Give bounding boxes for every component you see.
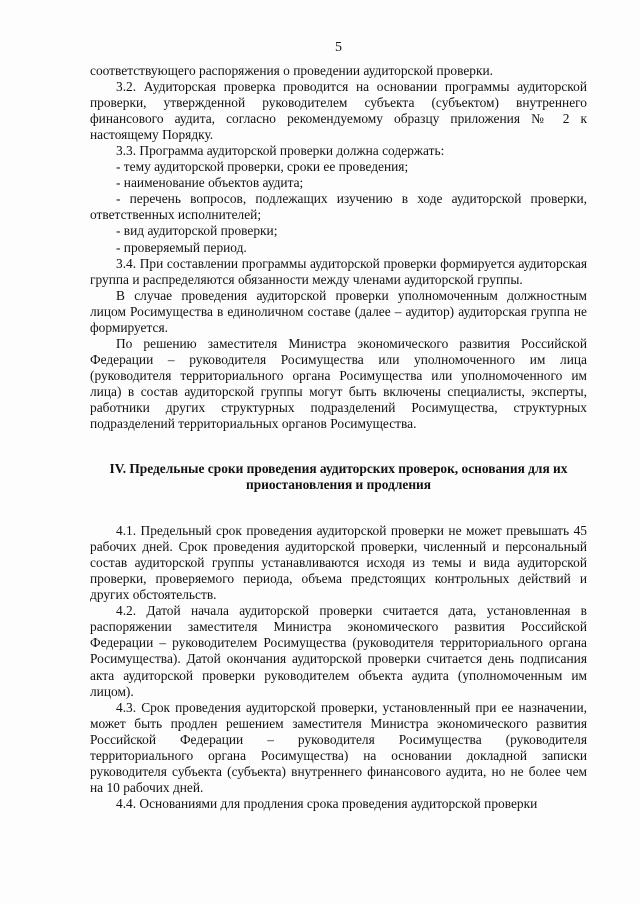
section-heading-line: приостановления и продления bbox=[245, 477, 431, 493]
section-heading-line: IV. Предельные сроки проведения аудиторских проверок, основания для их bbox=[109, 461, 568, 477]
paragraph: соответствующего распоряжения о проведении аудиторской проверки. bbox=[90, 63, 493, 78]
paragraph: 3.4. При составлении программы аудиторской проверки формируется аудиторская группа и распределяются обязанности между членами аудиторской группы. bbox=[90, 255, 587, 287]
list-item: - проверяемый период. bbox=[116, 239, 247, 255]
paragraph: 4.4. Основаниями для продления срока проведения аудиторской проверки bbox=[116, 795, 538, 811]
section-heading bbox=[90, 461, 587, 493]
bottom-paragraphs bbox=[90, 523, 587, 812]
list-item: - тему аудиторской проверки, сроки ее проведения; bbox=[116, 159, 409, 175]
paragraph: В случае проведения аудиторской проверки уполномоченным должностным лицом Росимущества в единоличном составе (далее – аудитор) аудиторская группа не формируется. bbox=[90, 287, 587, 335]
paragraph: 4.3. Срок проведения аудиторской проверки, установленный при ее назначении, может быть продлен решением заместителя Министра экономического развития Российской Федерации – руководителя Росимущества (руководителя территориального органа Росимущества) на основании докладной записки руководителя субъекта (субъекта) внутреннего финансового аудита, но не более чем на 10 рабочих дней. bbox=[90, 699, 587, 795]
paragraph: 3.3. Программа аудиторской проверки должна содержать: bbox=[116, 143, 445, 159]
top-paragraphs bbox=[90, 63, 587, 432]
paragraph: По решению заместителя Министра экономического развития Российской Федерации – руководителя Росимущества или уполномоченного им лица (руководителя территориального органа Росимущества или уполномоченного им лица) в состав аудиторской группы могут быть включены специалисты, эксперты, работники других структурных подразделений Росимущества, структурных подразделений территориальных органов Росимущества. bbox=[90, 335, 587, 432]
page-content bbox=[90, 40, 587, 812]
paragraph: 3.2. Аудиторская проверка проводится на основании программы аудиторской проверки, утвержденной руководителем субъекта (субъектом) внутреннего финансового аудита, согласно рекомендуемому образцу приложения № 2 к настоящему Порядку. bbox=[90, 79, 587, 143]
list-item: - перечень вопросов, подлежащих изучению в ходе аудиторской проверки, ответственных исполнителей; bbox=[90, 191, 587, 223]
paragraph: 4.2. Датой начала аудиторской проверки считается дата, установленная в распоряжении заместителя Министра экономического развития Российской Федерации – руководителем Росимущества (руководителя территориального органа Росимущества). Датой окончания аудиторской проверки считается день подписания акта аудиторской проверки руководителем объекта аудита (уполномоченным им лицом). bbox=[90, 603, 587, 699]
list-item: - наименование объектов аудита; bbox=[116, 175, 304, 191]
list-item: - вид аудиторской проверки; bbox=[116, 223, 278, 239]
paragraph: 4.1. Предельный срок проведения аудиторской проверки не может превышать 45 рабочих дней. Срок проведения аудиторской проверки, численный и персональный состав аудиторской группы устанавливаются исходя из темы и вида аудиторской проверки, проверяемого периода, объема предстоящих контрольных действий и других обстоятельств. bbox=[90, 523, 587, 603]
page-number: 5 bbox=[335, 40, 342, 55]
